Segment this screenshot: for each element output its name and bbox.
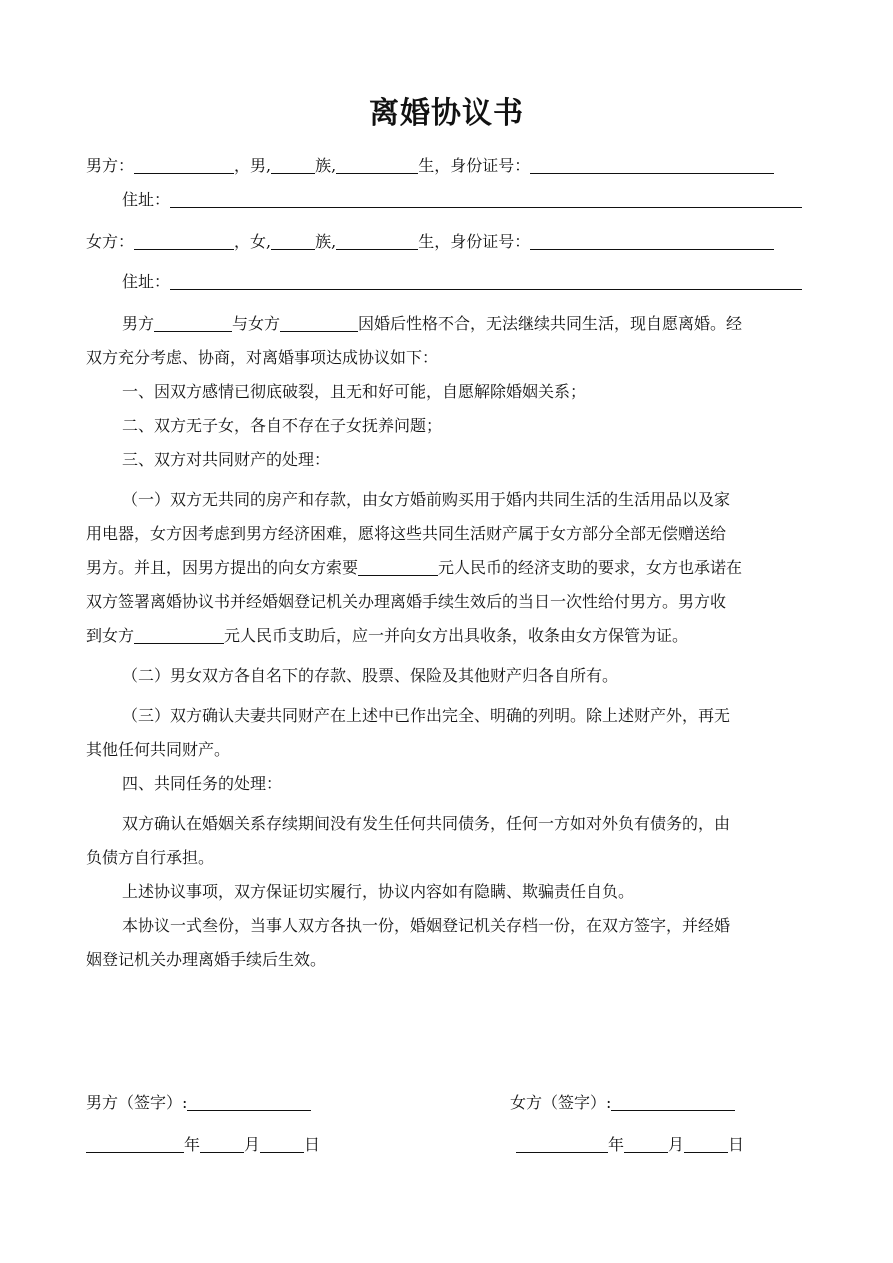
female-ethnicity: 族, (315, 232, 337, 251)
intro-reason: 因婚后性格不合，无法继续共同生活，现自愿离婚。经 (358, 314, 743, 333)
intro-male-name-blank[interactable] (154, 315, 232, 332)
agreement-body (86, 314, 808, 984)
male-birth-blank[interactable] (336, 157, 418, 174)
support-amount-blank[interactable] (358, 559, 438, 576)
property-1-line-2: 用电器，女方因考虑到男方经济困难，愿将这些共同生活财产属于女方部分全部无偿赠送给 (86, 524, 727, 543)
property-1-line-1: （一）双方无共同的房产和存款，由女方婚前购买用于婚内共同生活的生活用品以及家 (122, 490, 731, 509)
female-label: 女方： (86, 232, 135, 251)
female-date (516, 1135, 744, 1155)
clause-3: 三、双方对共同财产的处理： (122, 450, 331, 469)
male-label: 男方： (86, 156, 135, 175)
property-1-line-3b: 元人民币的经济支助的要求，女方也承诺在 (438, 558, 743, 577)
female-birth: 生，身份证号： (418, 232, 531, 251)
intro-female: 与女方 (232, 314, 281, 333)
intro-line-1 (86, 314, 808, 348)
property-1-line-5 (86, 626, 808, 660)
female-year-label: 年 (608, 1135, 625, 1154)
male-signature-label: 男方（签字）: (86, 1093, 188, 1112)
intro-line-2: 双方充分考虑、协商，对离婚事项达成协议如下： (86, 348, 439, 367)
male-birth: 生，身份证号： (418, 156, 531, 175)
male-day-blank[interactable] (260, 1136, 304, 1153)
male-address-line (122, 190, 808, 210)
female-birth-blank[interactable] (336, 233, 418, 250)
female-gender: ，女, (234, 232, 272, 251)
male-id-blank[interactable] (530, 157, 774, 174)
male-address-label: 住址： (122, 190, 171, 209)
intro-male: 男方 (122, 314, 155, 333)
property-1-line-5b: 元人民币支助后，应一并向女方出具收条，收条由女方保管为证。 (224, 626, 689, 645)
female-day-blank[interactable] (684, 1136, 728, 1153)
male-ethnicity: 族, (315, 156, 337, 175)
property-2: （二）男女双方各自名下的存款、股票、保险及其他财产归各自所有。 (122, 666, 619, 685)
male-year-blank[interactable] (86, 1136, 184, 1153)
clause-4: 四、共同任务的处理： (122, 774, 283, 793)
male-info-line (86, 156, 808, 176)
female-address-line (122, 272, 808, 292)
guarantee-line: 上述协议事项，双方保证切实履行，协议内容如有隐瞒、欺骗责任自负。 (122, 882, 635, 901)
debt-line-1: 双方确认在婚姻关系存续期间没有发生任何共同债务，任何一方如对外负有债务的，由 (122, 814, 731, 833)
received-amount-blank[interactable] (134, 627, 224, 644)
copies-line-1: 本协议一式叁份，当事人双方各执一份，婚姻登记机关存档一份，在双方签字，并经婚 (122, 916, 731, 935)
intro-female-name-blank[interactable] (280, 315, 358, 332)
male-month-blank[interactable] (200, 1136, 244, 1153)
property-3-line-1: （三）双方确认夫妻共同财产在上述中已作出完全、明确的列明。除上述财产外，再无 (122, 706, 731, 725)
male-signature-blank[interactable] (187, 1094, 311, 1111)
female-address-blank[interactable] (170, 273, 802, 290)
debt-line-2: 负债方自行承担。 (86, 848, 215, 867)
female-year-blank[interactable] (516, 1136, 608, 1153)
property-1-line-5a: 到女方 (86, 626, 135, 645)
female-id-blank[interactable] (530, 233, 774, 250)
property-1-line-3 (86, 558, 808, 592)
female-address-label: 住址： (122, 272, 171, 291)
property-1-line-4: 双方签署离婚协议书并经婚姻登记机关办理离婚手续生效后的当日一次性给付男方。男方收 (86, 592, 727, 611)
male-date (86, 1135, 320, 1155)
male-month-label: 月 (244, 1135, 261, 1154)
female-signature (510, 1093, 735, 1113)
copies-line-2: 姻登记机关办理离婚手续后生效。 (86, 950, 327, 969)
male-ethnicity-blank[interactable] (271, 157, 315, 174)
female-name-blank[interactable] (134, 233, 234, 250)
male-name-blank[interactable] (134, 157, 234, 174)
male-address-blank[interactable] (170, 191, 802, 208)
female-signature-blank[interactable] (611, 1094, 735, 1111)
female-day-label: 日 (728, 1135, 745, 1154)
property-3-line-2: 其他任何共同财产。 (86, 740, 231, 759)
clause-1: 一、因双方感情已彻底破裂，且无和好可能，自愿解除婚姻关系； (122, 382, 587, 401)
female-month-blank[interactable] (624, 1136, 668, 1153)
male-day-label: 日 (304, 1135, 321, 1154)
male-signature (86, 1093, 311, 1113)
page-title: 离婚协议书 (369, 96, 524, 131)
property-1-line-3a: 男方。并且，因男方提出的向女方索要 (86, 558, 359, 577)
female-info-line (86, 232, 808, 252)
male-year-label: 年 (184, 1135, 201, 1154)
clause-2: 二、双方无子女，各自不存在子女抚养问题； (122, 416, 443, 435)
female-ethnicity-blank[interactable] (271, 233, 315, 250)
female-month-label: 月 (668, 1135, 685, 1154)
male-gender: ，男, (234, 156, 272, 175)
female-signature-label: 女方（签字）: (510, 1093, 612, 1112)
